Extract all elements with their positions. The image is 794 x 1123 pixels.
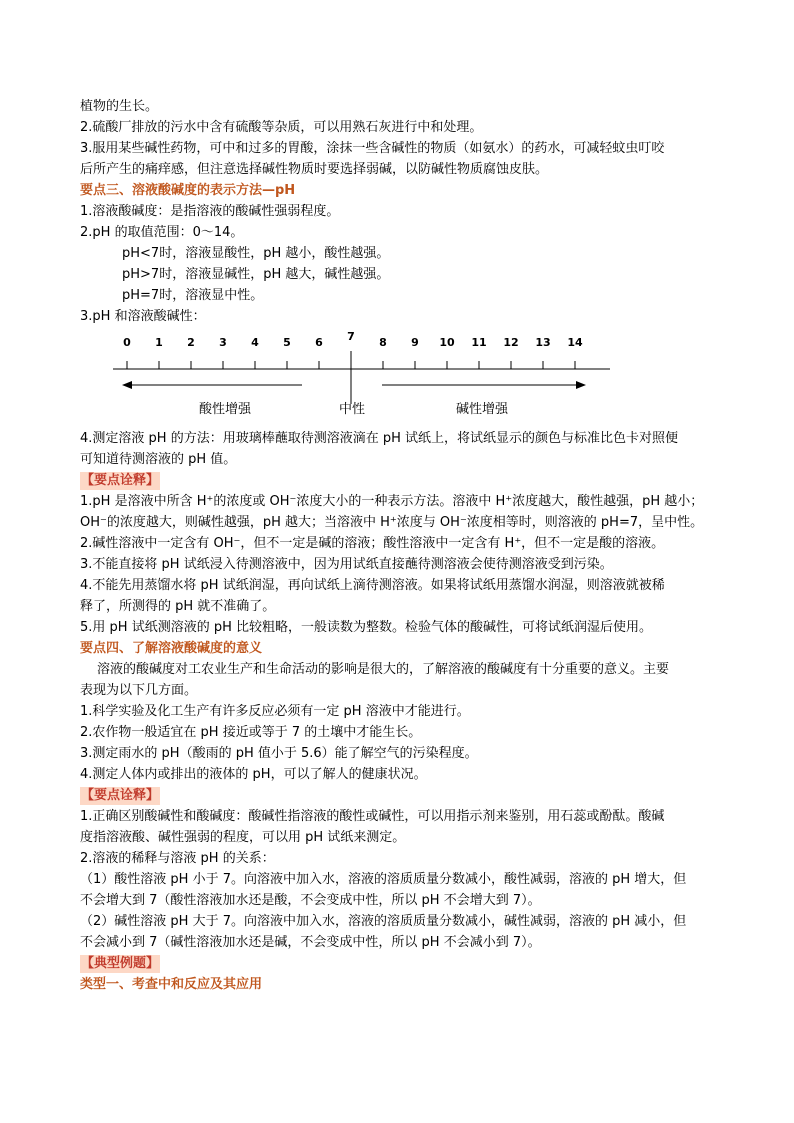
tick-label: 6	[315, 336, 323, 349]
text-line: （2）碱性溶液 pH 大于 7。向溶液中加入水，溶液的溶质质量分数减小，碱性减弱，溶液的 pH 减小，但	[80, 914, 687, 929]
note-label	[80, 785, 720, 806]
base-label: 碱性增强	[455, 402, 509, 417]
tick-label: 9	[411, 336, 419, 349]
text-line: 1.溶液酸碱度：是指溶液的酸碱性强弱程度。	[80, 204, 340, 219]
note-label	[80, 470, 720, 491]
tick-label: 13	[535, 336, 551, 349]
ph-scale-diagram	[80, 327, 720, 428]
text-line: 释了，所测得的 pH 就不准确了。	[80, 599, 276, 614]
tick-label: 12	[503, 336, 519, 349]
text-line: 3.服用某些碱性药物，可中和过多的胃酸，涂抹一些含碱性的物质（如氨水）的药水，可减轻蚊虫叮咬	[80, 141, 665, 156]
text-line: pH<7时，溶液显酸性，pH 越小，酸性越强。	[122, 246, 390, 261]
note-label-text: 【典型例题】	[81, 956, 160, 971]
text-line: 5.用 pH 试纸测溶液的 pH 比较粗略，一般读数为整数。检验气体的酸碱性，可将试纸润湿后使用。	[80, 620, 652, 635]
section-heading: 要点四、了解溶液酸碱度的意义	[80, 641, 263, 656]
section-heading: 类型一、考查中和反应及其应用	[80, 977, 263, 992]
tick-label: 11	[471, 336, 487, 349]
tick-label: 2	[187, 336, 195, 349]
text-line: 不会增大到 7（酸性溶液加水还是酸，不会变成中性，所以 pH 不会增大到 7）。	[80, 893, 541, 908]
text-line: OH⁻的浓度越大，则碱性越强，pH 越大；当溶液中 H⁺浓度与 OH⁻浓度相等时，则溶液的 pH=7，呈中性。	[80, 515, 704, 530]
text-line: 2.硫酸厂排放的污水中含有硫酸等杂质，可以用熟石灰进行中和处理。	[80, 120, 483, 135]
text-line: 2.碱性溶液中一定含有 OH⁻，但不一定是碱的溶液；酸性溶液中一定含有 H⁺，但不一定是酸的溶液。	[80, 536, 665, 551]
acid-arrowhead-icon	[122, 381, 132, 389]
text-line: 溶液的酸碱度对工农业生产和生命活动的影响是很大的，了解溶液的酸碱度有十分重要的意义。主要	[97, 662, 670, 677]
text-block-body	[80, 428, 720, 995]
text-line: pH>7时，溶液显碱性，pH 越大，碱性越强。	[122, 267, 390, 282]
tick-label: 14	[567, 336, 583, 349]
tick-label: 8	[379, 336, 387, 349]
tick-label: 4	[251, 336, 259, 349]
text-line: 2.溶液的稀释与溶液 pH 的关系：	[80, 851, 275, 866]
text-block-intro	[80, 96, 720, 327]
base-arrowhead-icon	[576, 381, 586, 389]
text-line: 3.pH 和溶液酸碱性：	[80, 309, 206, 324]
text-line: 4.不能先用蒸馏水将 pH 试纸润湿，再向试纸上滴待测溶液。如果将试纸用蒸馏水润湿，则溶液就被稀	[80, 578, 665, 593]
text-line: 2.农作物一般适宜在 pH 接近或等于 7 的土壤中才能生长。	[80, 725, 422, 740]
text-line: 表现为以下几方面。	[80, 683, 198, 698]
text-line: 1.pH 是溶液中所含 H⁺的浓度或 OH⁻浓度大小的一种表示方法。溶液中 H⁺浓度越大，酸性越强，pH 越小；	[80, 494, 704, 509]
neutral-label: 中性	[338, 402, 366, 417]
tick-label: 3	[219, 336, 227, 349]
section-heading: 要点三、溶液酸碱度的表示方法—pH	[80, 183, 296, 198]
tick-label: 7	[347, 330, 355, 343]
document-page	[80, 96, 720, 995]
text-line: 植物的生长。	[80, 99, 159, 114]
text-line: 后所产生的痛痒感，但注意选择碱性物质时要选择弱碱，以防碱性物质腐蚀皮肤。	[80, 162, 549, 177]
text-line: 3.不能直接将 pH 试纸浸入待测溶液中，因为用试纸直接蘸待测溶液会使待测溶液受到污染。	[80, 557, 613, 572]
text-line: 2.pH 的取值范围：0～14。	[80, 225, 244, 240]
tick-label: 0	[123, 336, 131, 349]
text-line: 1.科学实验及化工生产有许多反应必须有一定 pH 溶液中才能进行。	[80, 704, 470, 719]
tick-label: 5	[283, 336, 291, 349]
ph-number-line	[80, 327, 640, 428]
note-label-text: 【要点诠释】	[81, 473, 160, 488]
text-line: 1.正确区别酸碱性和酸碱度：酸碱性指溶液的酸性或碱性，可以用指示剂来鉴别，用石蕊或酚酞。酸碱	[80, 809, 665, 824]
text-line: 不会减小到 7（碱性溶液加水还是碱，不会变成中性，所以 pH 不会减小到 7）。	[80, 935, 541, 950]
tick-label: 1	[155, 336, 163, 349]
text-line: pH=7时，溶液显中性。	[122, 288, 264, 303]
note-label	[80, 953, 720, 974]
acid-label: 酸性增强	[198, 402, 252, 417]
text-line: 3.测定雨水的 pH（酸雨的 pH 值小于 5.6）能了解空气的污染程度。	[80, 746, 478, 761]
text-line: 4.测定人体内或排出的液体的 pH，可以了解人的健康状况。	[80, 767, 427, 782]
tick-label: 10	[439, 336, 455, 349]
text-line: （1）酸性溶液 pH 小于 7。向溶液中加入水，溶液的溶质质量分数减小，酸性减弱，溶液的 pH 增大，但	[80, 872, 687, 887]
text-line: 4.测定溶液 pH 的方法：用玻璃棒蘸取待测溶液滴在 pH 试纸上，将试纸显示的颜色与标准比色卡对照便	[80, 431, 678, 446]
text-line: 可知道待测溶液的 pH 值。	[80, 452, 237, 467]
text-line: 度指溶液酸、碱性强弱的程度，可以用 pH 试纸来测定。	[80, 830, 406, 845]
note-label-text: 【要点诠释】	[81, 788, 160, 803]
